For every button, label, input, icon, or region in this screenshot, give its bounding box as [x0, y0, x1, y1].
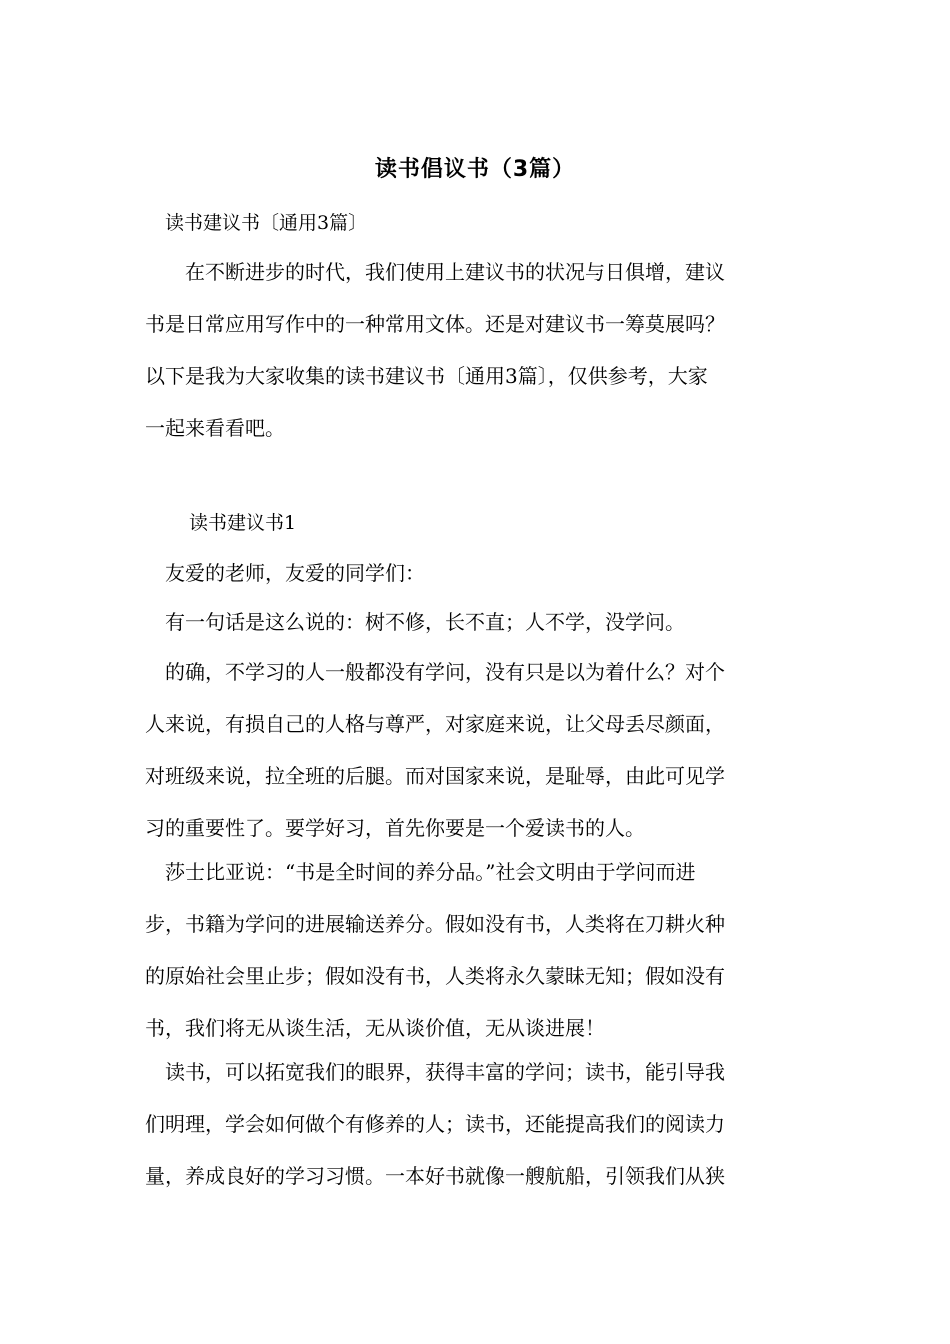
paragraph-line: 的确，不学习的人一般都没有学问，没有只是以为着什么？对个 — [145, 660, 725, 684]
intro-paragraph — [145, 246, 807, 454]
document-subtitle: 读书建议书〔通用3篇〕 — [165, 212, 368, 234]
intro-line: 一起来看看吧。 — [145, 416, 285, 440]
intro-line: 书是日常应用写作中的一种常用文体。还是对建议书一筹莫展吗？ — [145, 312, 725, 336]
paragraph-line: 读书，可以拓宽我们的眼界，获得丰富的学问；读书，能引导我 — [145, 1060, 725, 1084]
paragraph-line: 们明理，学会如何做个有修养的人；读书，还能提高我们的阅读力 — [145, 1112, 725, 1136]
section-heading: 读书建议书1 — [189, 512, 297, 534]
intro-line: 以下是我为大家收集的读书建议书〔通用3篇〕，仅供参考，大家 — [145, 364, 708, 388]
paragraph-line: 步，书籍为学问的进展输送养分。假如没有书，人类将在刀耕火种 — [145, 912, 725, 936]
body-paragraph-2 — [145, 846, 807, 1054]
paragraph-line: 的原始社会里止步；假如没有书，人类将永久蒙昧无知；假如没有 — [145, 964, 725, 988]
saying-line: 有一句话是这么说的：树不修，长不直；人不学，没学问。 — [165, 610, 685, 634]
intro-line: 在不断进步的时代，我们使用上建议书的状况与日俱增，建议 — [145, 260, 725, 284]
document-title: 读书倡议书（3篇） — [374, 157, 576, 182]
salutation: 友爱的老师，友爱的同学们： — [165, 561, 425, 585]
body-paragraph-1 — [145, 646, 807, 854]
paragraph-line: 对班级来说，拉全班的后腿。而对国家来说，是耻辱，由此可见学 — [145, 764, 725, 788]
paragraph-line: 量，养成良好的学习习惯。一本好书就像一艘航船，引领我们从狭 — [145, 1164, 725, 1188]
paragraph-line: 书，我们将无从谈生活，无从谈价值，无从谈进展！ — [145, 1016, 605, 1040]
paragraph-line: 习的重要性了。要学好习，首先你要是一个爱读书的人。 — [145, 816, 645, 840]
body-paragraph-3 — [145, 1046, 807, 1202]
paragraph-line: 莎士比亚说：“书是全时间的养分品。”社会文明由于学问而进 — [145, 860, 696, 884]
paragraph-line: 人来说，有损自己的人格与尊严，对家庭来说，让父母丢尽颜面， — [145, 712, 725, 736]
